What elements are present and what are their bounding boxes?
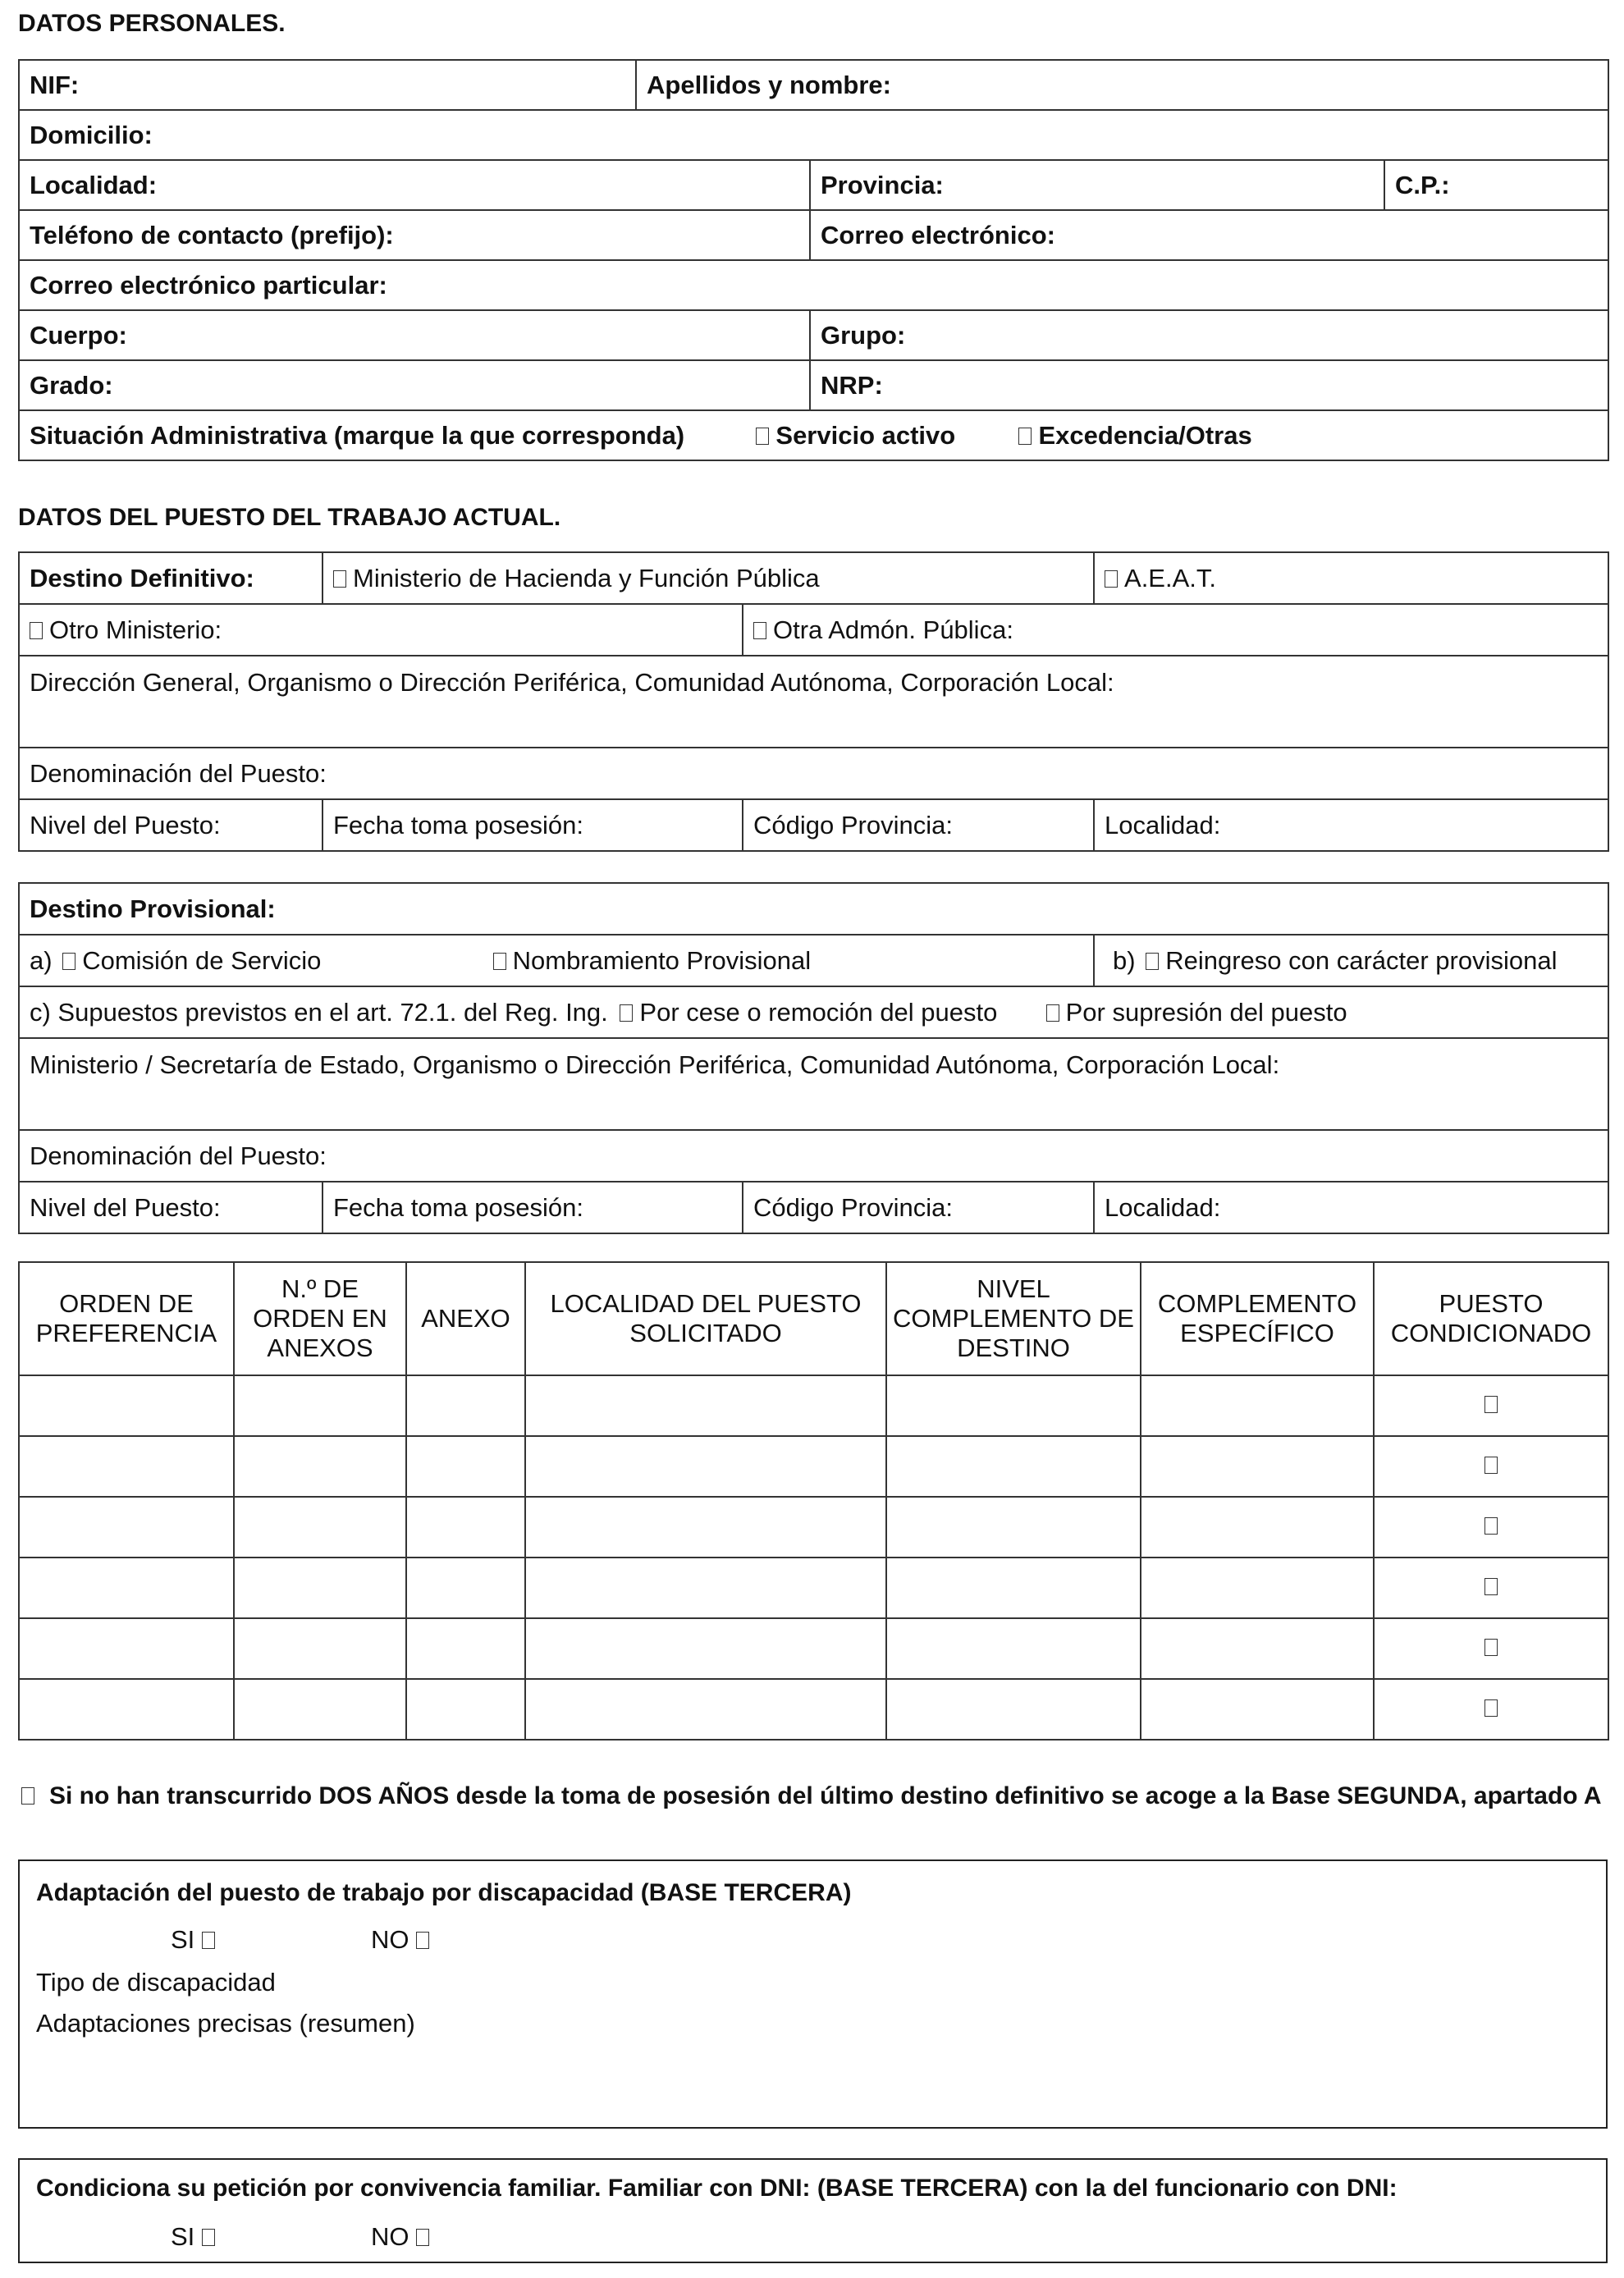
- excedencia-label: Excedencia/Otras: [1038, 420, 1252, 450]
- localidad-field[interactable]: Localidad:: [19, 160, 810, 210]
- nombramiento-checkbox[interactable]: [493, 953, 506, 970]
- destino-definitivo-table: [18, 551, 1609, 852]
- grupo-field[interactable]: Grupo:: [810, 310, 1608, 360]
- nivel-cell[interactable]: [886, 1436, 1141, 1497]
- servicio-activo-checkbox[interactable]: [756, 428, 769, 445]
- localidad-cell[interactable]: [525, 1679, 886, 1740]
- orden-cell[interactable]: [19, 1375, 234, 1436]
- situacion-row: [19, 410, 1608, 460]
- complemento-cell[interactable]: [1141, 1618, 1374, 1679]
- header-numero-orden: N.º DE ORDEN EN ANEXOS: [234, 1262, 406, 1375]
- otra-admon-checkbox[interactable]: [753, 622, 766, 639]
- provincia-field[interactable]: Provincia:: [810, 160, 1384, 210]
- table-row: [19, 1618, 1608, 1679]
- personal-data-table: [18, 59, 1609, 461]
- condicionado-checkbox[interactable]: [1484, 1517, 1498, 1535]
- condicionado-checkbox[interactable]: [1484, 1396, 1498, 1413]
- nivel-cell[interactable]: [886, 1497, 1141, 1558]
- provisional-b-row: b) Reingreso con carácter provisional: [1094, 935, 1608, 986]
- direccion-general-field[interactable]: Dirección General, Organismo o Dirección Periférica, Comunidad Autónoma, Corporación Local:: [19, 656, 1608, 748]
- ministerio-hacienda-checkbox[interactable]: [333, 570, 346, 588]
- provisional-ministerio-field[interactable]: Ministerio / Secretaría de Estado, Organismo o Dirección Periférica, Comunidad Autónoma, Corporación Local:: [19, 1038, 1608, 1130]
- situacion-label: Situación Administrativa (marque la que corresponda): [30, 420, 685, 450]
- reingreso-label: Reingreso con carácter provisional: [1165, 945, 1558, 975]
- apellidos-field[interactable]: Apellidos y nombre:: [636, 60, 1608, 110]
- table-row: [19, 1436, 1608, 1497]
- nivel-cell[interactable]: [886, 1679, 1141, 1740]
- numero-cell[interactable]: [234, 1679, 406, 1740]
- numero-cell[interactable]: [234, 1375, 406, 1436]
- cuerpo-field[interactable]: Cuerpo:: [19, 310, 810, 360]
- condicionado-cell: [1374, 1497, 1608, 1558]
- provisional-c-row: c) Supuestos previstos en el art. 72.1. del Reg. Ing. Por cese o remoción del puesto Por supresión del puesto: [19, 986, 1608, 1038]
- table-row: [19, 1375, 1608, 1436]
- adaptacion-si-option[interactable]: SI: [171, 1925, 222, 1955]
- otro-ministerio-checkbox[interactable]: [30, 622, 43, 639]
- orden-cell[interactable]: [19, 1497, 234, 1558]
- localidad-cell[interactable]: [525, 1375, 886, 1436]
- condicionado-cell: [1374, 1436, 1608, 1497]
- nivel-cell[interactable]: [886, 1558, 1141, 1618]
- header-nivel-complemento: NIVEL COMPLEMENTO DE DESTINO: [886, 1262, 1141, 1375]
- nif-field[interactable]: NIF:: [19, 60, 636, 110]
- complemento-cell[interactable]: [1141, 1497, 1374, 1558]
- correo-field[interactable]: Correo electrónico:: [810, 210, 1608, 260]
- condicionado-cell: [1374, 1375, 1608, 1436]
- condiciona-si-option[interactable]: SI: [171, 2222, 222, 2252]
- orden-cell[interactable]: [19, 1436, 234, 1497]
- aeat-checkbox[interactable]: [1105, 570, 1118, 588]
- otra-admon-field[interactable]: Otra Admón. Pública:: [743, 604, 1608, 656]
- denominacion-field[interactable]: Denominación del Puesto:: [19, 748, 1608, 799]
- provisional-denominacion-field[interactable]: Denominación del Puesto:: [19, 1130, 1608, 1182]
- localidad-puesto-field[interactable]: Localidad:: [1094, 799, 1608, 851]
- condicionado-checkbox[interactable]: [1484, 1699, 1498, 1717]
- condicionado-cell: [1374, 1618, 1608, 1679]
- complemento-cell[interactable]: [1141, 1436, 1374, 1497]
- provisional-localidad-field[interactable]: Localidad:: [1094, 1182, 1608, 1233]
- condiciona-no-checkbox[interactable]: [416, 2229, 429, 2246]
- localidad-cell[interactable]: [525, 1558, 886, 1618]
- condiciona-no-option[interactable]: NO: [371, 2222, 436, 2252]
- complemento-cell[interactable]: [1141, 1375, 1374, 1436]
- condicionado-checkbox[interactable]: [1484, 1578, 1498, 1595]
- adaptacion-no-option[interactable]: NO: [371, 1925, 436, 1955]
- provisional-a-row: a) Comisión de Servicio Nombramiento Provisional: [19, 935, 1094, 986]
- anexo-cell[interactable]: [406, 1375, 525, 1436]
- numero-cell[interactable]: [234, 1618, 406, 1679]
- nivel-cell[interactable]: [886, 1375, 1141, 1436]
- orden-cell[interactable]: [19, 1558, 234, 1618]
- header-localidad-puesto: LOCALIDAD DEL PUESTO SOLICITADO: [525, 1262, 886, 1375]
- header-complemento-especifico: COMPLEMENTO ESPECÍFICO: [1141, 1262, 1374, 1375]
- complemento-cell[interactable]: [1141, 1558, 1374, 1618]
- dos-anos-text: Si no han transcurrido DOS AÑOS desde la toma de posesión del último destino definitivo se acoge a la Base SEGUNDA, apartado A: [49, 1782, 1602, 1809]
- anexo-cell[interactable]: [406, 1558, 525, 1618]
- fecha-field[interactable]: Fecha toma posesión:: [323, 799, 743, 851]
- numero-cell[interactable]: [234, 1436, 406, 1497]
- anexo-cell[interactable]: [406, 1618, 525, 1679]
- adaptacion-title: Adaptación del puesto de trabajo por discapacidad (BASE TERCERA): [36, 1879, 852, 1906]
- condicionado-cell: [1374, 1679, 1608, 1740]
- condiciona-title: Condiciona su petición por convivencia familiar. Familiar con DNI: (BASE TERCERA) con la del funcionario con DNI:: [36, 2175, 1398, 2202]
- anexo-cell[interactable]: [406, 1679, 525, 1740]
- nivel-field[interactable]: Nivel del Puesto:: [19, 799, 323, 851]
- ministerio-hacienda-option[interactable]: Ministerio de Hacienda y Función Pública: [323, 552, 1094, 604]
- dos-anos-checkbox[interactable]: [21, 1787, 34, 1805]
- adaptacion-si-checkbox[interactable]: [202, 1932, 215, 1949]
- reingreso-checkbox[interactable]: [1146, 953, 1159, 970]
- aeat-option[interactable]: A.E.A.T.: [1094, 552, 1608, 604]
- table-row: [19, 1679, 1608, 1740]
- localidad-cell[interactable]: [525, 1497, 886, 1558]
- localidad-cell[interactable]: [525, 1618, 886, 1679]
- provisional-fecha-field[interactable]: Fecha toma posesión:: [323, 1182, 743, 1233]
- otro-ministerio-field[interactable]: Otro Ministerio:: [19, 604, 743, 656]
- anexo-cell[interactable]: [406, 1436, 525, 1497]
- destino-provisional-title: Destino Provisional:: [19, 883, 1608, 935]
- actual-section-title: DATOS DEL PUESTO DEL TRABAJO ACTUAL.: [18, 504, 561, 531]
- nombramiento-label: Nombramiento Provisional: [512, 945, 812, 975]
- provisional-nivel-field[interactable]: Nivel del Puesto:: [19, 1182, 323, 1233]
- comision-checkbox[interactable]: [62, 953, 75, 970]
- tipo-discapacidad-label: Tipo de discapacidad: [36, 1968, 276, 1997]
- telefono-field[interactable]: Teléfono de contacto (prefijo):: [19, 210, 810, 260]
- supresion-label: Por supresión del puesto: [1065, 997, 1347, 1027]
- excedencia-checkbox[interactable]: [1018, 428, 1032, 445]
- table-row: [19, 1558, 1608, 1618]
- adaptacion-box: [18, 1859, 1608, 2129]
- dos-anos-note: [18, 1781, 1610, 1812]
- table-row: [19, 1497, 1608, 1558]
- header-orden-preferencia: ORDEN DE PREFERENCIA: [19, 1262, 234, 1375]
- nivel-cell[interactable]: [886, 1618, 1141, 1679]
- destino-provisional-table: [18, 882, 1609, 1234]
- complemento-cell[interactable]: [1141, 1679, 1374, 1740]
- supresion-checkbox[interactable]: [1046, 1004, 1059, 1022]
- preferences-table: [18, 1261, 1609, 1741]
- condiciona-box: [18, 2158, 1608, 2263]
- localidad-cell[interactable]: [525, 1436, 886, 1497]
- grado-field[interactable]: Grado:: [19, 360, 810, 410]
- cese-label: Por cese o remoción del puesto: [639, 997, 998, 1027]
- condicionado-checkbox[interactable]: [1484, 1457, 1498, 1474]
- domicilio-field[interactable]: Domicilio:: [19, 110, 1608, 160]
- condiciona-si-checkbox[interactable]: [202, 2229, 215, 2246]
- condicionado-cell: [1374, 1558, 1608, 1618]
- cese-checkbox[interactable]: [620, 1004, 633, 1022]
- codigo-provincia-field[interactable]: Código Provincia:: [743, 799, 1094, 851]
- orden-cell[interactable]: [19, 1618, 234, 1679]
- adaptaciones-label: Adaptaciones precisas (resumen): [36, 2009, 415, 2038]
- cp-field[interactable]: C.P.:: [1384, 160, 1608, 210]
- nrp-field[interactable]: NRP:: [810, 360, 1608, 410]
- numero-cell[interactable]: [234, 1497, 406, 1558]
- correo-particular-field[interactable]: Correo electrónico particular:: [19, 260, 1608, 310]
- header-puesto-condicionado: PUESTO CONDICIONADO: [1374, 1262, 1608, 1375]
- header-anexo: ANEXO: [406, 1262, 525, 1375]
- anexo-cell[interactable]: [406, 1497, 525, 1558]
- comision-label: Comisión de Servicio: [82, 945, 322, 975]
- destino-definitivo-label: Destino Definitivo:: [19, 552, 323, 604]
- numero-cell[interactable]: [234, 1558, 406, 1618]
- orden-cell[interactable]: [19, 1679, 234, 1740]
- provisional-codigo-provincia-field[interactable]: Código Provincia:: [743, 1182, 1094, 1233]
- personal-section-title: DATOS PERSONALES.: [18, 10, 286, 37]
- adaptacion-no-checkbox[interactable]: [416, 1932, 429, 1949]
- servicio-activo-label: Servicio activo: [775, 420, 956, 450]
- condicionado-checkbox[interactable]: [1484, 1639, 1498, 1656]
